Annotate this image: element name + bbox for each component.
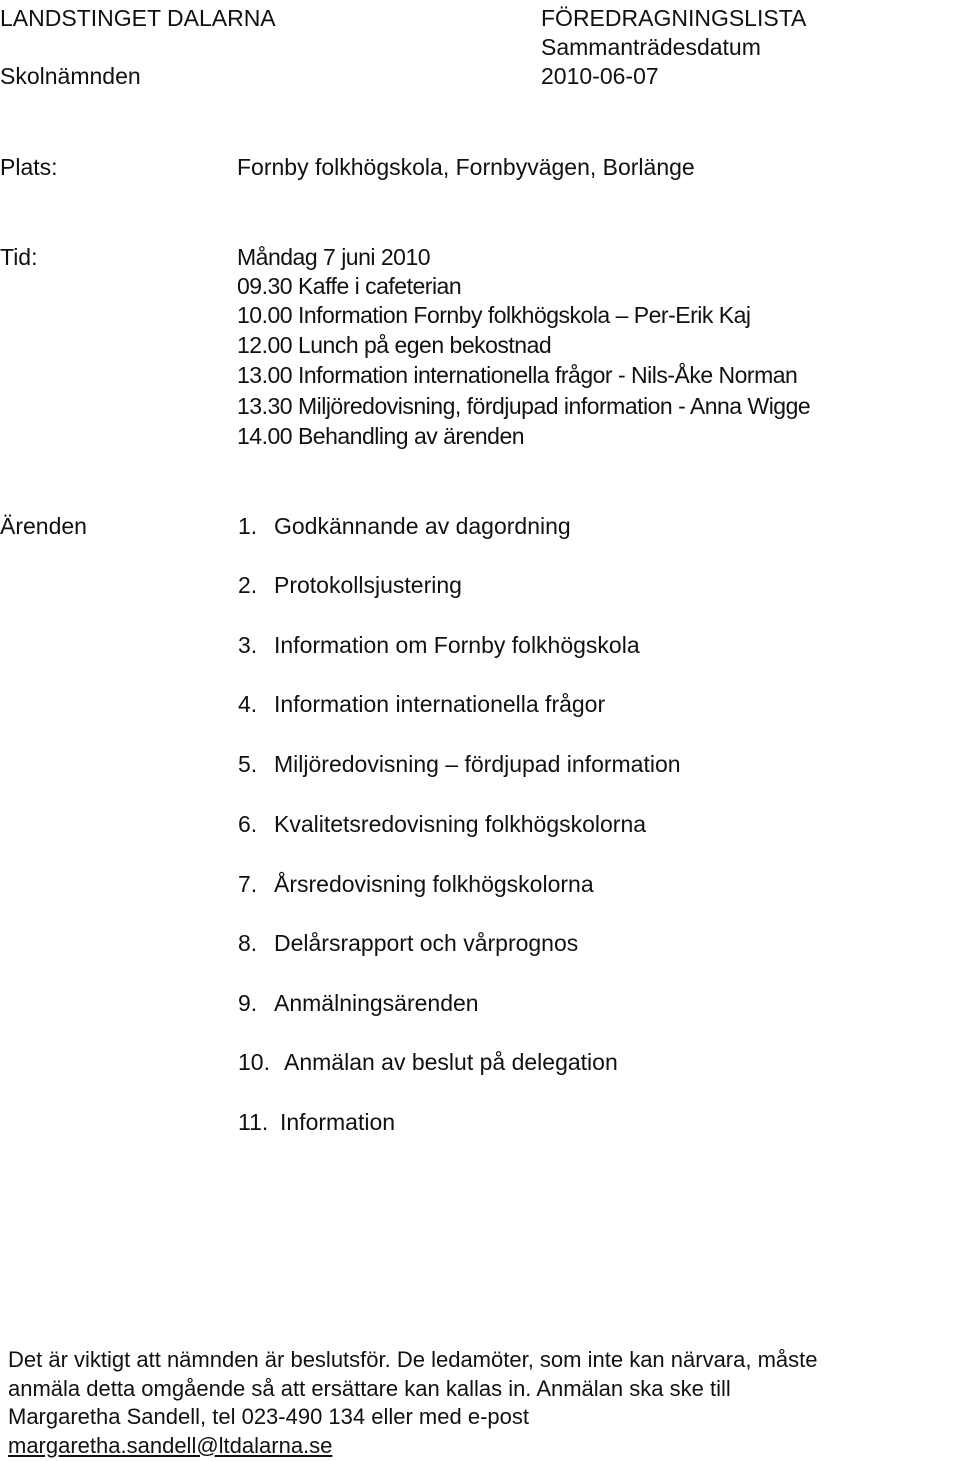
agenda-item-number: 4. [238, 691, 258, 717]
agenda-item-number: 5. [238, 751, 258, 777]
agenda-item-number: 10. [238, 1049, 270, 1075]
agenda-item [238, 929, 578, 958]
agenda-item-number: 7. [238, 871, 258, 897]
schedule-line: 13.00 Information internationella frågor - Nils-Åke Norman [237, 362, 798, 388]
agenda-item-number: 6. [238, 811, 258, 837]
document-type: FÖREDRAGNINGSLISTA [541, 5, 807, 31]
agenda-item-text: Anmälan av beslut på delegation [284, 1049, 618, 1075]
meeting-date: 2010-06-07 [541, 63, 659, 89]
date-label: Sammanträdesdatum [541, 34, 761, 60]
notice-line: anmäla detta omgående så att ersättare kan kallas in. Anmälan ska ske till [8, 1375, 731, 1401]
schedule-line: 09.30 Kaffe i cafeterian [237, 273, 462, 299]
agenda-item-text: Information [280, 1109, 396, 1135]
agenda-item-text: Anmälningsärenden [274, 990, 479, 1016]
agenda-item-text: Kvalitetsredovisning folkhögskolorna [274, 811, 647, 837]
schedule-line: 13.30 Miljöredovisning, fördjupad information - Anna Wigge [237, 393, 811, 419]
agenda-item [238, 1108, 395, 1137]
schedule-line: Måndag 7 juni 2010 [237, 244, 431, 270]
agenda-item-text: Delårsrapport och vårprognos [274, 930, 579, 956]
agenda-item [238, 571, 462, 600]
schedule-line: 12.00 Lunch på egen bekostnad [237, 332, 552, 358]
agenda-item [238, 512, 571, 541]
agenda-label: Ärenden [0, 513, 87, 539]
contact-email-link[interactable]: margaretha.sandell@ltdalarna.se [8, 1432, 333, 1458]
schedule-line: 14.00 Behandling av ärenden [237, 423, 525, 449]
agenda-item [238, 810, 646, 839]
agenda-item [238, 631, 640, 660]
agenda-item [238, 750, 681, 779]
agenda-item-text: Godkännande av dagordning [274, 513, 571, 539]
committee-name: Skolnämnden [0, 63, 141, 89]
place-label: Plats: [0, 154, 58, 180]
agenda-item [238, 989, 479, 1018]
agenda-item-number: 3. [238, 632, 258, 658]
agenda-item [238, 690, 605, 719]
agenda-item-number: 1. [238, 513, 258, 539]
org-name: LANDSTINGET DALARNA [0, 5, 276, 31]
agenda-item [238, 1048, 618, 1077]
agenda-item-text: Information om Fornby folkhögskola [274, 632, 640, 658]
time-label: Tid: [0, 244, 38, 270]
agenda-item-text: Miljöredovisning – fördjupad information [274, 751, 681, 777]
agenda-item-number: 8. [238, 930, 258, 956]
agenda-item-number: 11. [238, 1109, 269, 1135]
agenda-item-number: 2. [238, 572, 258, 598]
notice-line: Margaretha Sandell, tel 023-490 134 eller med e-post [8, 1404, 529, 1429]
agenda-item-text: Protokollsjustering [274, 572, 462, 598]
agenda-item [238, 870, 594, 899]
agenda-item-text: Information internationella frågor [274, 691, 606, 717]
attendance-notice [8, 1346, 958, 1460]
place-value: Fornby folkhögskola, Fornbyvägen, Borlänge [237, 154, 695, 180]
agenda-item-number: 9. [238, 990, 258, 1016]
schedule-line: 10.00 Information Fornby folkhögskola – Per-Erik Kaj [237, 302, 751, 328]
agenda-item-text: Årsredovisning folkhögskolorna [274, 871, 594, 897]
notice-line: Det är viktigt att nämnden är beslutsför. De ledamöter, som inte kan närvara, måste [8, 1347, 818, 1372]
